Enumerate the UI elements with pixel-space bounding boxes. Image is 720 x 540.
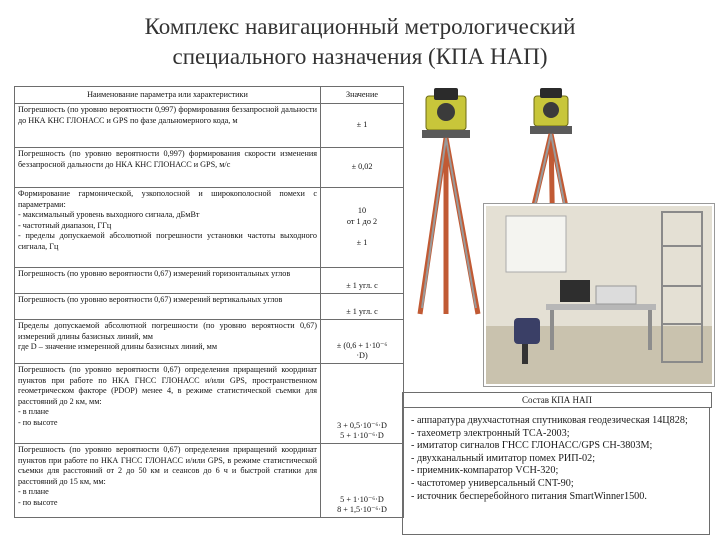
row-value: 3 + 0,5·10⁻⁶·D 5 + 1·10⁻⁶·D (321, 364, 404, 444)
theodolite-base-left (422, 130, 470, 138)
composition-list (402, 407, 710, 535)
header-value: Значение (321, 87, 404, 104)
list-item: - имитатор сигналов ГНСС ГЛОНАСС/GPS СН-3803М; (411, 440, 653, 452)
theodolite-handle-left (434, 88, 458, 100)
row-parameter: Погрешность (по уровню вероятности 0,997) формирования скорости изменения беззапросной дальности до НКА КНС ГЛОНАСС и GPS, м/с (15, 148, 321, 188)
row-parameter: Погрешность (по уровню вероятности 0,67) измерений горизонтальных углов (15, 268, 321, 294)
table-row (15, 104, 404, 148)
row-value: ± 1 угл. с (321, 268, 404, 294)
list-item: - двухканальный имитатор помех РИП-02; (411, 452, 596, 464)
theodolite-lens-left (437, 103, 455, 121)
desk-leg (648, 310, 652, 350)
table-row (15, 148, 404, 188)
theodolite-base-right (530, 126, 572, 134)
theodolite-lens-right (543, 102, 559, 118)
row-parameter: Погрешность (по уровню вероятности 0,67) измерений вертикальных углов (15, 294, 321, 320)
table-row (15, 188, 404, 268)
lab-device (596, 286, 636, 304)
table-row (15, 294, 404, 320)
lab-chair (514, 318, 540, 344)
parameters-table (14, 86, 404, 518)
row-value: ± 1 (321, 104, 404, 148)
row-parameter: Формирование гармонической, узкополосной и широкополосной помехи с параметрами: - максимальный уровень выходного сигнала, дБмВт - частотный диапазон, ГГц - пределы допускаемой абсолютной погрешности установки частоты выходного сигнала, Гц (15, 188, 321, 268)
row-parameter: Пределы допускаемой абсолютной погрешности (по уровню вероятности 0,67) измерений длины базисных линий, мм где D – значение измеренной длины базисных линий, мм (15, 320, 321, 364)
theodolite-handle-right (540, 88, 562, 98)
list-item: - источник бесперебойного питания SmartWinner1500. (411, 490, 647, 502)
list-item: - приемник-компаратор VCH-320; (411, 465, 559, 477)
row-value: ± (0,6 + 1·10⁻⁶ ·D) (321, 320, 404, 364)
list-item: - аппаратура двухчастотная спутниковая геодезическая 14Ц828; (411, 415, 688, 426)
lab-monitor (560, 280, 590, 302)
table-row (15, 364, 404, 444)
list-item: - тахеометр электронный TCA-2003; (411, 427, 570, 439)
lab-illustration (486, 206, 712, 384)
header-parameter: Наименование параметра или характеристики (15, 87, 321, 104)
table-row (15, 268, 404, 294)
lab-workbench-photo (484, 204, 714, 386)
title-line-2: специального назначения (КПА НАП) (172, 44, 548, 69)
lab-desk (546, 304, 656, 310)
table-header-row (15, 87, 404, 104)
chair-stem (522, 344, 528, 364)
row-value: ± 1 угл. с (321, 294, 404, 320)
row-value: 10 от 1 до 2 ± 1 (321, 188, 404, 268)
tripod-legs-left (420, 138, 478, 314)
title-line-1: Комплекс навигационный метрологический (144, 14, 576, 39)
table-row (15, 444, 404, 518)
table-row (15, 320, 404, 364)
list-item: - частотомер универсальный CNT-90; (411, 477, 574, 489)
row-parameter: Погрешность (по уровню вероятности 0,997) формирования беззапросной дальности до НКА КНС ГЛОНАСС и GPS по фазе дальномерного кода, м (15, 104, 321, 148)
page-title (60, 12, 660, 72)
row-parameter: Погрешность (по уровню вероятности 0,67) определения приращений координат пунктов при работе по НКА ГНСС ГЛОНАСС и/или GPS, пространственном геометрическом факторе (PDOP) менее 4, в режиме статистической съемки для расстояний до 2 км, мм: - в плане - по высоте (15, 364, 321, 444)
row-parameter: Погрешность (по уровню вероятности 0,67) определения приращений координат пунктов при работе по НКА ГНСС ГЛОНАСС и/или GPS, в режиме статистической съемки для расстояний от 2 до 50 км и сеансов до 6 ч и быстрой статики для расстояний до 15 км, мм: - в плане - по высоте (15, 444, 321, 518)
desk-leg (550, 310, 554, 350)
composition-heading: Состав КПА НАП (402, 392, 712, 408)
row-value: ± 0,02 (321, 148, 404, 188)
row-value: 5 + 1·10⁻⁶·D 8 + 1,5·10⁻⁶·D (321, 444, 404, 518)
lab-window (506, 216, 566, 272)
